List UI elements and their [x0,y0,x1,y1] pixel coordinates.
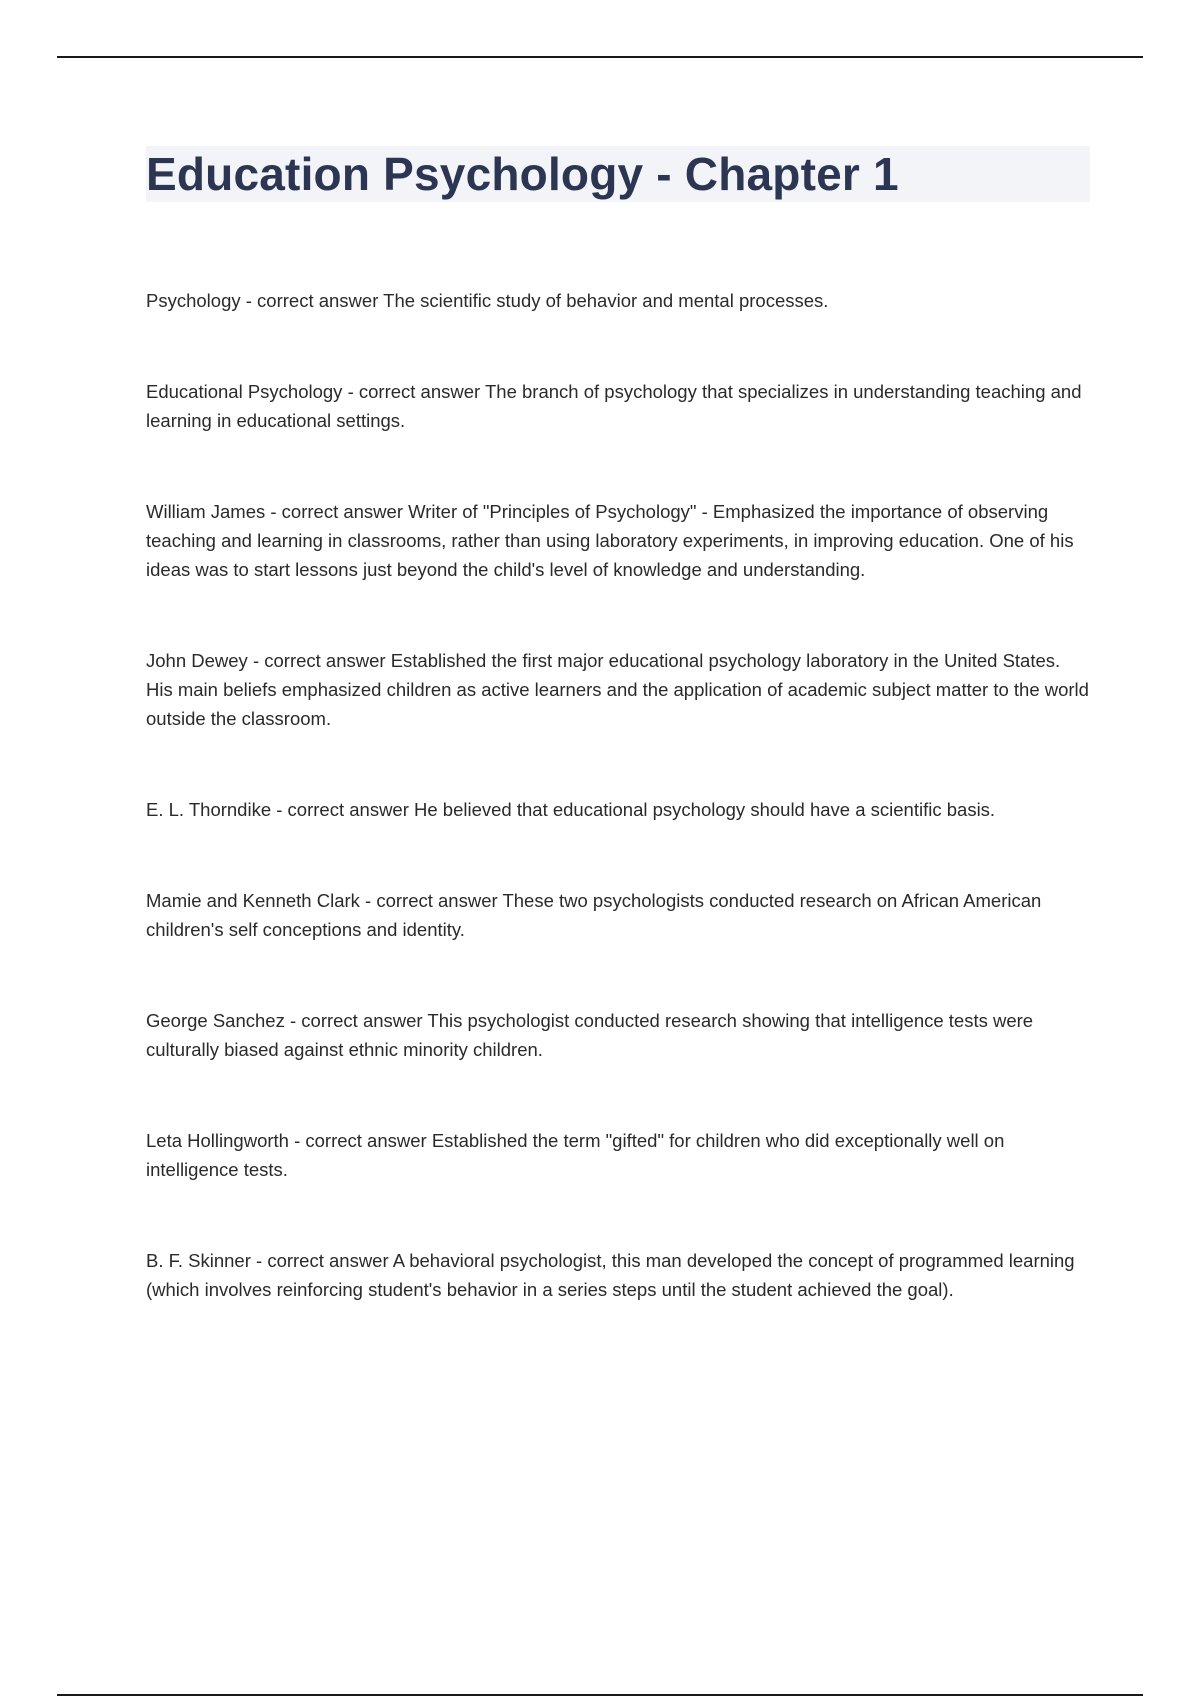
entry-hollingworth: Leta Hollingworth - correct answer Established the term "gifted" for children who did exceptionally well on intelligence tests. [146,1130,1005,1180]
entry-thorndike: E. L. Thorndike - correct answer He believed that educational psychology should have a scientific basis. [146,799,996,820]
entry-psychology: Psychology - correct answer The scientific study of behavior and mental processes. [146,290,829,311]
document-body [146,146,1090,1366]
entry-sanchez: George Sanchez - correct answer This psychologist conducted research showing that intelligence tests were culturally biased against ethnic minority children. [146,1010,1034,1060]
entry-clark: Mamie and Kenneth Clark - correct answer These two psychologists conducted research on African American children's self conceptions and identity. [146,890,1042,940]
document-title: Education Psychology - Chapter 1 [146,148,899,200]
title-band [146,146,1090,202]
entry-educational-psychology: Educational Psychology - correct answer The branch of psychology that specializes in understanding teaching and learning in educational settings. [146,381,1082,431]
entry-skinner: B. F. Skinner - correct answer A behavioral psychologist, this man developed the concept of programmed learning (which involves reinforcing student's behavior in a series steps until the student achieved the goal). [146,1250,1075,1300]
entry-william-james: William James - correct answer Writer of "Principles of Psychology" - Emphasized the importance of observing teaching and learning in classrooms, rather than using laboratory experiments, in improving education. One of his ideas was to start lessons just beyond the child's level of knowledge and understanding. [146,501,1074,580]
entry-list [146,286,1090,1304]
bottom-rule [57,1694,1143,1696]
top-rule [57,56,1143,58]
entry-john-dewey: John Dewey - correct answer Established the first major educational psychology laboratory in the United States. His main beliefs emphasized children as active learners and the application of academic subject matter to the world outside the classroom. [146,650,1089,729]
